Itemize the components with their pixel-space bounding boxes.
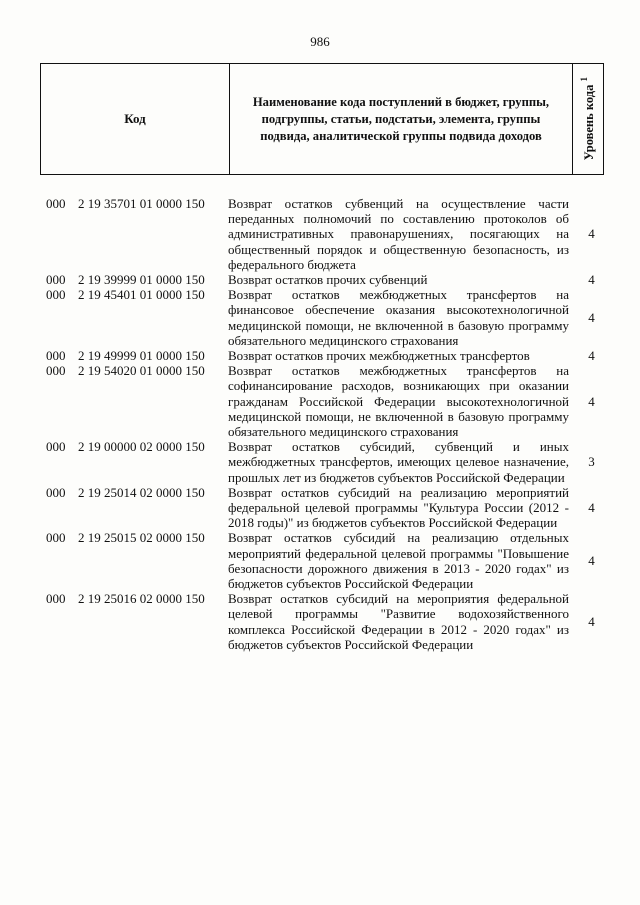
table-row bbox=[40, 530, 604, 591]
header-level-text: Уровень кода bbox=[582, 84, 597, 161]
row-prefix: 000 bbox=[46, 591, 66, 607]
row-code: 2 19 39999 01 0000 150 bbox=[78, 272, 205, 288]
page-number: 986 bbox=[310, 34, 330, 49]
row-name: Возврат остатков прочих межбюджетных трансфертов bbox=[228, 348, 530, 364]
table-row bbox=[40, 287, 604, 348]
table-row bbox=[40, 439, 604, 485]
row-prefix: 000 bbox=[46, 530, 66, 546]
row-name: Возврат остатков межбюджетных трансфертов на софинансирование расходов, возникающих при оказании гражданам Российской Федерации высокотехнологичной медицинской помощи, не включенной в базовую программу обязательного медицинского страхования bbox=[228, 363, 569, 440]
table-row bbox=[40, 591, 604, 652]
table-row bbox=[40, 348, 604, 363]
row-prefix: 000 bbox=[46, 439, 66, 455]
row-name: Возврат остатков субсидий на реализацию отдельных мероприятий федеральной целевой программы "Повышение безопасности дорожного движения в 2013 - 2020 годах" из бюджетов субъектов Российской Федерации bbox=[228, 530, 569, 592]
row-name: Возврат остатков субсидий на мероприятия федеральной целевой программы "Развитие водохозяйственного комплекса Российской Федерации в 2012 - 2020 годах" из бюджетов субъектов Российской Федерации bbox=[228, 591, 569, 652]
row-code: 2 19 25016 02 0000 150 bbox=[78, 591, 205, 607]
row-prefix: 000 bbox=[46, 348, 66, 364]
row-code: 2 19 35701 01 0000 150 bbox=[78, 196, 205, 211]
row-code: 2 19 49999 01 0000 150 bbox=[78, 348, 205, 364]
table-header bbox=[40, 63, 604, 175]
row-name: Возврат остатков субсидий на реализацию мероприятий федеральной целевой программы "Культура России (2012 - 2018 годы)" из бюджетов субъектов Российской Федерации bbox=[228, 484, 569, 531]
header-level bbox=[573, 64, 603, 174]
header-level-label bbox=[579, 77, 597, 160]
row-level: 4 bbox=[588, 393, 595, 409]
table-row bbox=[40, 485, 604, 531]
row-level: 4 bbox=[588, 500, 595, 516]
row-name: Возврат остатков прочих субвенций bbox=[228, 272, 428, 288]
row-level: 4 bbox=[588, 310, 595, 326]
table-row bbox=[40, 272, 604, 287]
header-name: Наименование кода поступлений в бюджет, группы, подгруппы, статьи, подстатьи, элемента, группы подвида, аналитической группы подвида доходов bbox=[230, 64, 573, 174]
row-level: 4 bbox=[588, 348, 595, 364]
row-level: 4 bbox=[588, 553, 595, 569]
row-prefix: 000 bbox=[46, 484, 66, 500]
row-prefix: 000 bbox=[46, 287, 66, 303]
table-row bbox=[40, 363, 604, 439]
row-code: 2 19 25015 02 0000 150 bbox=[78, 530, 205, 546]
header-code: Код bbox=[41, 64, 230, 174]
row-name: Возврат остатков субвенций на осуществление части переданных полномочий по составлению протоколов об административных правонарушениях, посягающих на общественный порядок и общественную безопасность, из федерального бюджета bbox=[228, 196, 569, 272]
row-level: 4 bbox=[588, 226, 595, 242]
row-level: 3 bbox=[588, 454, 595, 470]
header-level-note: 1 bbox=[578, 77, 589, 82]
row-prefix: 000 bbox=[46, 272, 66, 288]
table-body bbox=[40, 196, 604, 652]
row-prefix: 000 bbox=[46, 363, 66, 379]
row-code: 2 19 25014 02 0000 150 bbox=[78, 484, 205, 500]
row-level: 4 bbox=[588, 272, 595, 288]
table-row bbox=[40, 196, 604, 272]
row-code: 2 19 54020 01 0000 150 bbox=[78, 363, 205, 379]
row-level: 4 bbox=[588, 614, 595, 630]
row-name: Возврат остатков межбюджетных трансфертов на финансовое обеспечение оказания высокотехнологичной медицинской помощи, не включенной в базовую программу обязательного медицинского страхования bbox=[228, 287, 569, 348]
row-code: 2 19 00000 02 0000 150 bbox=[78, 439, 205, 455]
row-prefix: 000 bbox=[46, 196, 66, 211]
row-name: Возврат остатков субсидий, субвенций и иных межбюджетных трансфертов, имеющих целевое назначение, прошлых лет из бюджетов субъектов Российской Федерации bbox=[228, 439, 569, 485]
row-code: 2 19 45401 01 0000 150 bbox=[78, 287, 205, 303]
